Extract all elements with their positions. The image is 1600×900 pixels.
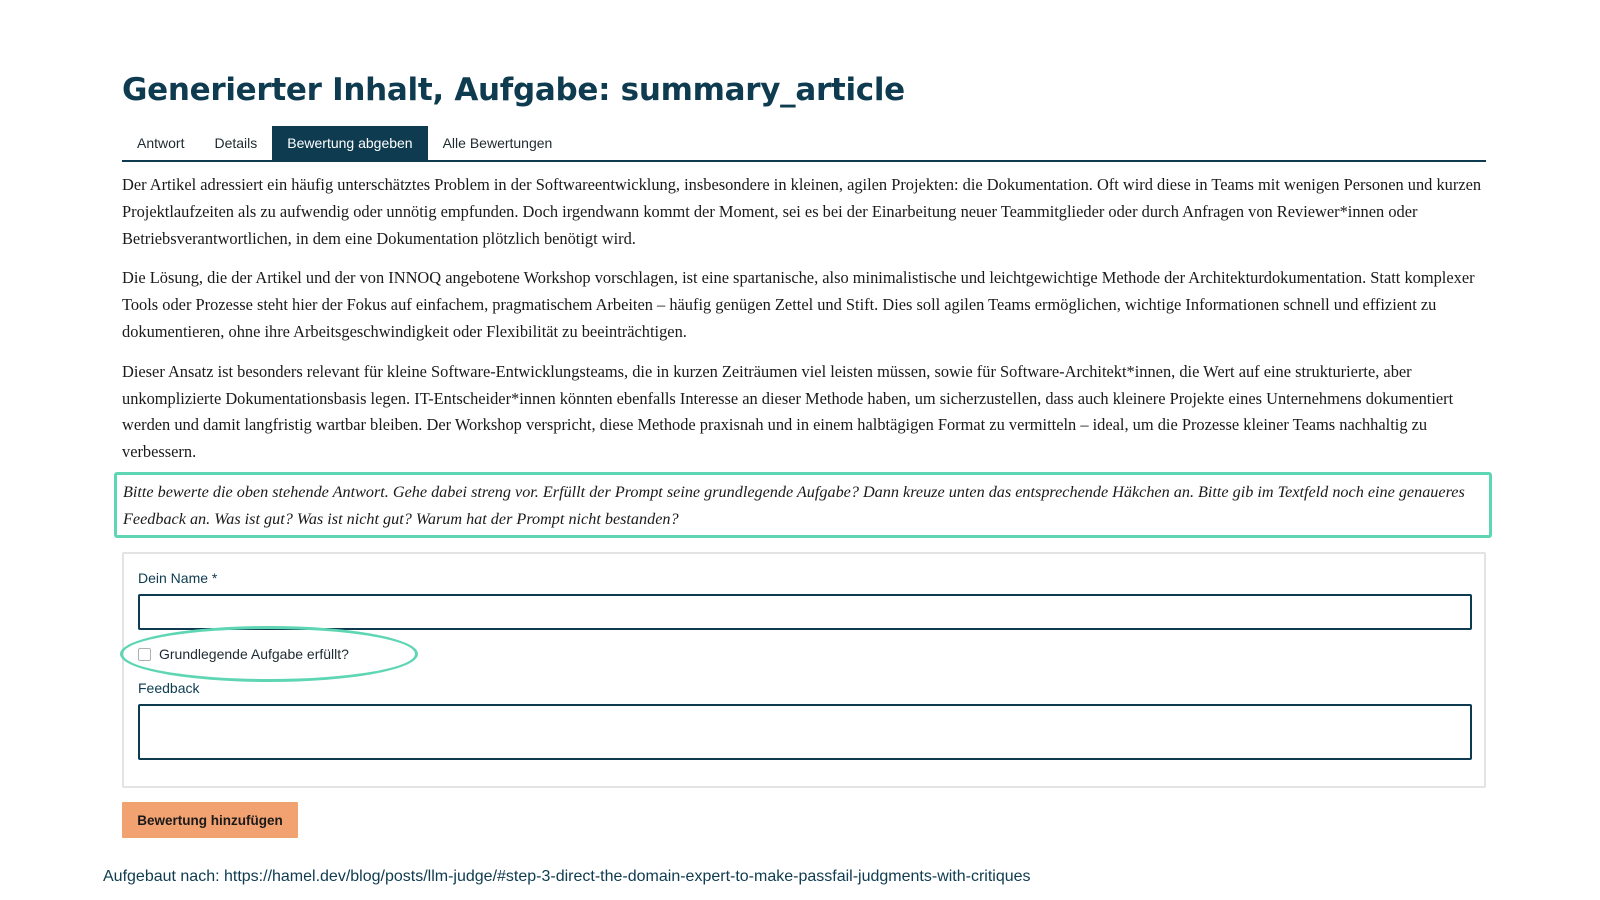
- footer-source-note: Aufgebaut nach: https://hamel.dev/blog/posts/llm-judge/#step-3-direct-the-domain-expert-to-make-passfail-judgments-with-critiques: [103, 868, 1031, 885]
- feedback-textarea[interactable]: [138, 704, 1472, 760]
- tab-alle-bewertungen[interactable]: Alle Bewertungen: [442, 135, 553, 151]
- name-label: Dein Name *: [138, 570, 218, 586]
- article-paragraph: Dieser Ansatz ist besonders relevant für kleine Software-Entwicklungsteams, die in kurzen Zeiträumen viel leisten müssen, sowie für Software-Architekt*innen, die Wert auf eine strukturierte, aber unkomplizierte Dokumentationsbasis legen. IT-Entscheider*innen könnten ebenfalls Interesse an dieser Methode haben, um sicherzustellen, dass auch kleinere Projekte eines Unternehmens dokumentiert werden und damit langfristig wartbar bleiben. Der Workshop verspricht, diese Methode praxisnah und in einem halbtägigen Format zu vermitteln – ideal, um die Prozesse kleiner Teams nachhaltig zu verbessern.: [122, 361, 1454, 462]
- article-paragraph: Die Lösung, die der Artikel und der von INNOQ angebotene Workshop vorschlagen, ist eine spartanische, also minimalistische und leichtgewichtige Methode der Architekturdokumentation. Statt komplexer Tools oder Prozesse steht hier der Fokus auf einfachem, pragmatischem Arbeiten – häufig genügen Zettel und Stift. Dies soll agilen Teams ermöglichen, wichtige Informationen schnell und effizient zu dokumentieren, ohne ihre Arbeitsgeschwindigkeit oder Flexibilität zu beeinträchtigen.: [122, 268, 1475, 341]
- tab-bewertung-abgeben[interactable]: Bewertung abgeben: [272, 126, 427, 160]
- name-input[interactable]: [138, 594, 1472, 630]
- task-fulfilled-row[interactable]: [138, 646, 349, 662]
- tab-details[interactable]: Details: [214, 135, 258, 151]
- feedback-label: Feedback: [138, 680, 200, 696]
- generated-article: [122, 172, 1486, 479]
- page-title: Generierter Inhalt, Aufgabe: summary_article: [122, 72, 905, 108]
- add-rating-button[interactable]: Bewertung hinzufügen: [122, 802, 298, 838]
- rating-instruction: Bitte bewerte die oben stehende Antwort. Gehe dabei streng vor. Erfüllt der Prompt seine grundlegende Aufgabe? Dann kreuze unten das entsprechende Häkchen an. Bitte gib im Textfeld noch eine genaueres Feedback an. Was ist gut? Was ist nicht gut? Warum hat der Prompt nicht bestanden?: [114, 472, 1492, 538]
- rating-form: [122, 552, 1486, 788]
- task-fulfilled-checkbox[interactable]: [138, 648, 151, 661]
- task-fulfilled-label[interactable]: Grundlegende Aufgabe erfüllt?: [159, 646, 349, 662]
- article-paragraph: Der Artikel adressiert ein häufig unterschätztes Problem in der Softwareentwicklung, insbesondere in kleinen, agilen Projekten: die Dokumentation. Oft wird diese in Teams mit wenigen Personen und kurzen Projektlaufzeiten als zu aufwendig oder unnötig empfunden. Doch irgendwann kommt der Moment, sei es bei der Einarbeitung neuer Teammitglieder oder durch Anfragen von Reviewer*innen oder Betriebsverantwortlichen, in dem eine Dokumentation plötzlich benötigt wird.: [122, 175, 1482, 248]
- tab-bar: [122, 126, 1486, 162]
- tab-antwort[interactable]: Antwort: [137, 135, 185, 151]
